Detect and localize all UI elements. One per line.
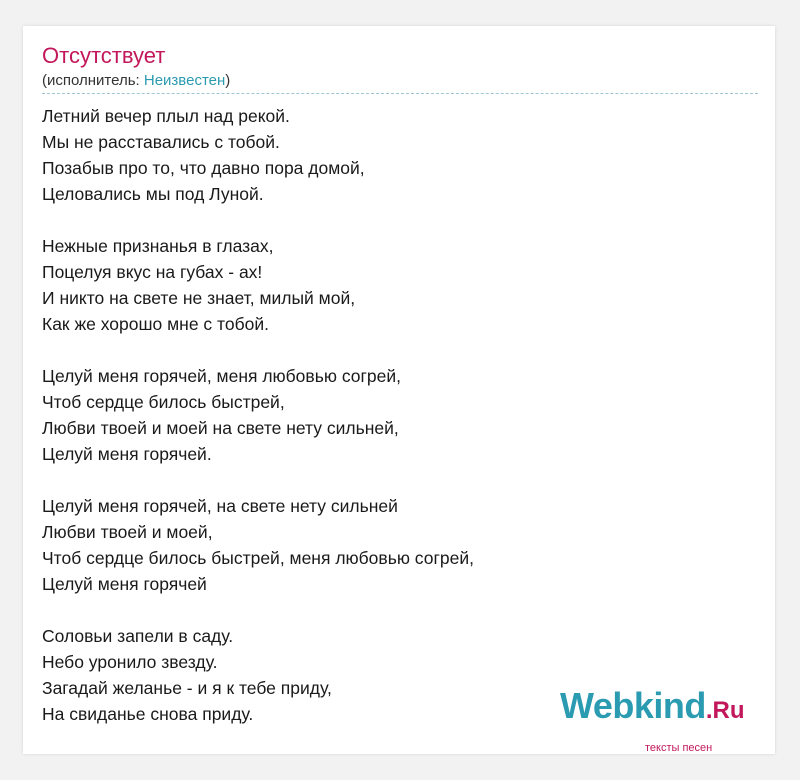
lyric-line: Целуй меня горячей, меня любовью согрей, [42, 366, 401, 386]
lyric-line: На свиданье снова приду. [42, 704, 254, 724]
stanza [42, 363, 758, 467]
webkind-logo[interactable] [560, 685, 760, 754]
lyric-line: Целуй меня горячей, на свете нету сильней [42, 496, 398, 516]
divider [42, 93, 758, 94]
lyric-line: И никто на свете не знает, милый мой, [42, 288, 356, 308]
lyric-line: Целовались мы под Луной. [42, 184, 264, 204]
lyric-line: Небо уронило звезду. [42, 652, 218, 672]
lyric-line: Загадай желанье - и я к тебе приду, [42, 678, 332, 698]
logo-word: Webkind [560, 685, 706, 726]
lyric-line: Нежные признанья в глазах, [42, 236, 274, 256]
logo-wordmark [560, 686, 745, 731]
lyrics-card [23, 26, 775, 754]
logo-tld: .Ru [705, 697, 745, 724]
artist-prefix: (исполнитель: [42, 72, 144, 89]
lyric-line: Целуй меня горячей [42, 574, 207, 594]
lyric-line: Поцелуя вкус на губах - ах! [42, 262, 263, 282]
stanza [42, 493, 758, 597]
lyric-line: Соловьи запели в саду. [42, 626, 234, 646]
stanza [42, 233, 758, 337]
lyric-line: Позабыв про то, что давно пора домой, [42, 158, 365, 178]
lyric-line: Мы не расставались с тобой. [42, 132, 280, 152]
stanza [42, 103, 758, 207]
lyric-line: Любви твоей и моей на свете нету сильней, [42, 418, 399, 438]
lyric-line: Любви твоей и моей, [42, 522, 213, 542]
song-title: Отсутствует [42, 43, 166, 68]
artist-link[interactable]: Неизвестен [143, 72, 226, 89]
lyric-line: Летний вечер плыл над рекой. [42, 106, 290, 126]
logo-tagline: тексты песен [645, 742, 713, 754]
lyric-line: Чтоб сердце билось быстрей, меня любовью согрей, [42, 548, 474, 568]
lyric-line: Целуй меня горячей. [42, 444, 212, 464]
lyric-line: Чтоб сердце билось быстрей, [42, 392, 285, 412]
lyrics-body [42, 103, 758, 753]
lyric-line: Как же хорошо мне с тобой. [42, 314, 269, 334]
artist-suffix: ) [225, 72, 231, 89]
artist-line [42, 72, 230, 90]
